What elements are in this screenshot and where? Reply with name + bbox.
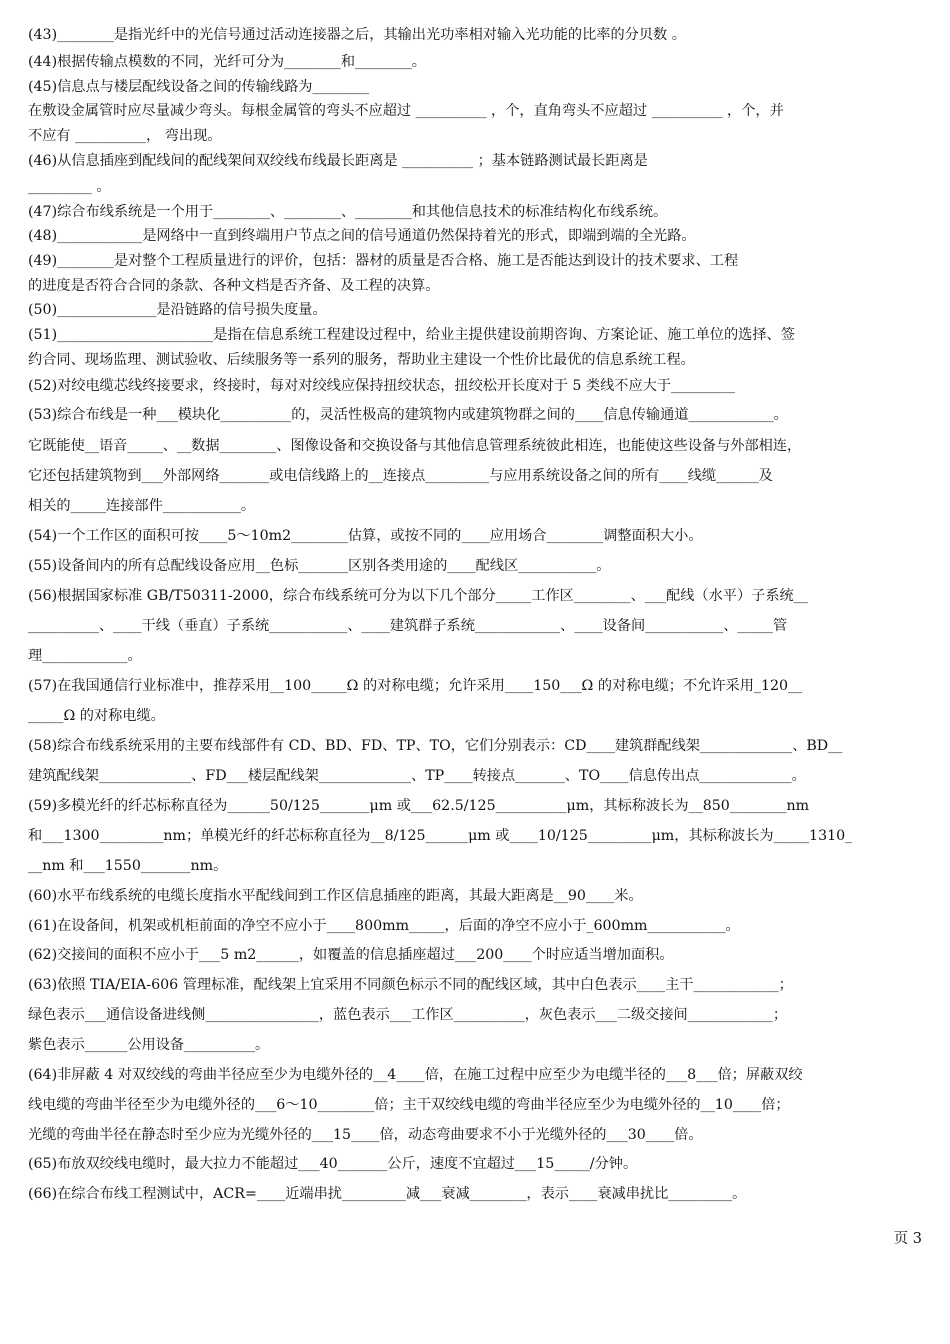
question-65-line: (65)布放双绞线电缆时，最大拉力不能超过___40_______公斤，速度不宜超过___15_____/分钟。 <box>28 1156 638 1172</box>
question-53-line: 它既能使__语音_____、__数据________、图像设备和交换设备与其他信息管理系统彼此相连，也能使这些设备与外部相连， <box>28 438 802 454</box>
question-53-line: 它还包括建筑物到___外部网络_______或电信线路上的__连接点_________与应用系统设备之间的所有____线缆______及 <box>28 468 773 484</box>
question-52-line: (52)对绞电缆芯线终接要求，终接时，每对对绞线应保持扭绞状态，扭绞松开长度对于 5 类线不应大于_________ <box>28 378 735 394</box>
question-59-line: 和___1300_________nm；单模光纤的纤芯标称直径为__8/125______μm 或____10/125_________μm，其标称波长为_____1310_ <box>28 828 853 844</box>
question-58-line: (58)综合布线系统采用的主要布线部件有 CD、BD、FD、TP、TO，它们分别表示：CD____建筑群配线架_____________、BD__ <box>28 738 843 754</box>
question-43-line: (43)________是指光纤中的光信号通过活动连接器之后，其输出光功率相对输入光功能的比率的分贝数 。 <box>28 27 686 43</box>
question-48-line: (48)____________是网络中一直到终端用户节点之间的信号通道仍然保持着光的形式，即端到端的全光路。 <box>28 228 696 244</box>
question-56-line: __________、____干线（垂直）子系统___________、____建筑群子系统____________、____设备间___________、_____管 <box>28 618 788 634</box>
question-64-line: (64)非屏蔽 4 对双绞线的弯曲半径应至少为电缆外径的__4____倍，在施工过程中应至少为电缆半径的___8___倍；屏蔽双绞 <box>28 1067 803 1083</box>
question-56-line: (56)根据国家标准 GB/T50311-2000，综合布线系统可分为以下几个部分_____工作区________、___配线（水平）子系统__ <box>28 588 808 604</box>
question-66-line: (66)在综合布线工程测试中，ACR=____近端串扰_________减___衰减________，表示____衰减串扰比_________。 <box>28 1186 747 1202</box>
question-51-line: 约合同、现场监理、测试验收、后续服务等一系列的服务，帮助业主建设一个性价比最优的信息系统工程。 <box>28 352 695 368</box>
question-45-line: (45)信息点与楼层配线设备之间的传输线路为________ <box>28 79 370 95</box>
question-62-line: (62)交接间的面积不应小于___5 m2______，如覆盖的信息插座超过___200____个时应适当增加面积。 <box>28 947 674 963</box>
question-51-line: (51)______________________是指在信息系统工程建设过程中，给业主提供建设前期咨询、方案论证、施工单位的选择、签 <box>28 327 795 343</box>
question-45-line: 不应有 __________， 弯出现。 <box>28 128 222 144</box>
question-53-line: (53)综合布线是一种___模块化__________的，灵活性极高的建筑物内或建筑物群之间的____信息传输通道____________。 <box>28 407 788 423</box>
question-58-line: 建筑配线架_____________、FD___楼层配线架_____________、TP____转接点_______、TO____信息传出点_____________。 <box>28 768 806 784</box>
question-54-line: (54)一个工作区的面积可按____5～10m2________估算，或按不同的____应用场合________调整面积大小。 <box>28 528 703 544</box>
question-44-line: (44)根据传输点模数的不同，光纤可分为________和________。 <box>28 54 426 70</box>
question-46-line: (46)从信息插座到配线间的配线架间双绞线布线最长距离是 __________ ；基本链路测试最长距离是 <box>28 153 648 169</box>
question-46-line: _________ 。 <box>28 179 111 195</box>
question-64-line: 线电缆的弯曲半径至少为电缆外径的___6～10________倍；主干双绞线电缆的弯曲半径应至少为电缆外径的__10____倍； <box>28 1097 790 1113</box>
page-number: 页 3 <box>893 1231 922 1247</box>
question-59-line: __nm 和___1550_______nm。 <box>28 858 228 874</box>
question-61-line: (61)在设备间，机架或机柜前面的净空不应小于____800mm_____，后面的净空不应小于_600mm___________。 <box>28 918 740 934</box>
question-50-line: (50)______________是沿链路的信号损失度量。 <box>28 302 327 318</box>
question-63-line: (63)依照 TIA/EIA-606 管理标准，配线架上宜采用不同颜色标示不同的配线区域，其中白色表示____主干____________； <box>28 977 793 993</box>
question-57-line: (57)在我国通信行业标准中，推荐采用__100_____Ω 的对称电缆；允许采用____150___Ω 的对称电缆；不允许采用_120__ <box>28 678 803 694</box>
question-49-line: 的进度是否符合合同的条款、各种文档是否齐备、及工程的决算。 <box>28 278 440 294</box>
question-63-line: 紫色表示______公用设备__________。 <box>28 1037 270 1053</box>
question-60-line: (60)水平布线系统的电缆长度指水平配线间到工作区信息插座的距离，其最大距离是__90____米。 <box>28 888 643 904</box>
question-45-line: 在敷设金属管时应尽量减少弯头。每根金属管的弯头不应超过 __________ ，个，直角弯头不应超过 __________ ，个，并 <box>28 103 784 119</box>
question-59-line: (59)多模光纤的纤芯标称直径为______50/125_______μm 或___62.5/125__________μm，其标称波长为__850________nm <box>28 798 810 814</box>
question-56-line: 理____________。 <box>28 648 142 664</box>
question-47-line: (47)综合布线系统是一个用于________、________、________和其他信息技术的标准结构化布线系统。 <box>28 204 668 220</box>
question-64-line: 光缆的弯曲半径在静态时至少应为光缆外径的___15____倍，动态弯曲要求不小于光缆外径的___30____倍。 <box>28 1127 703 1143</box>
question-53-line: 相关的_____连接部件___________。 <box>28 498 256 514</box>
question-57-line: _____Ω 的对称电缆。 <box>28 708 165 724</box>
question-55-line: (55)设备间内的所有总配线设备应用__色标_______区别各类用途的____配线区___________。 <box>28 558 611 574</box>
question-63-line: 绿色表示___通信设备进线侧________________，蓝色表示___工作区__________，灰色表示___二级交接间____________； <box>28 1007 788 1023</box>
question-49-line: (49)________是对整个工程质量进行的评价，包括：器材的质量是否合格、施工是否能达到设计的技术要求、工程 <box>28 253 739 269</box>
